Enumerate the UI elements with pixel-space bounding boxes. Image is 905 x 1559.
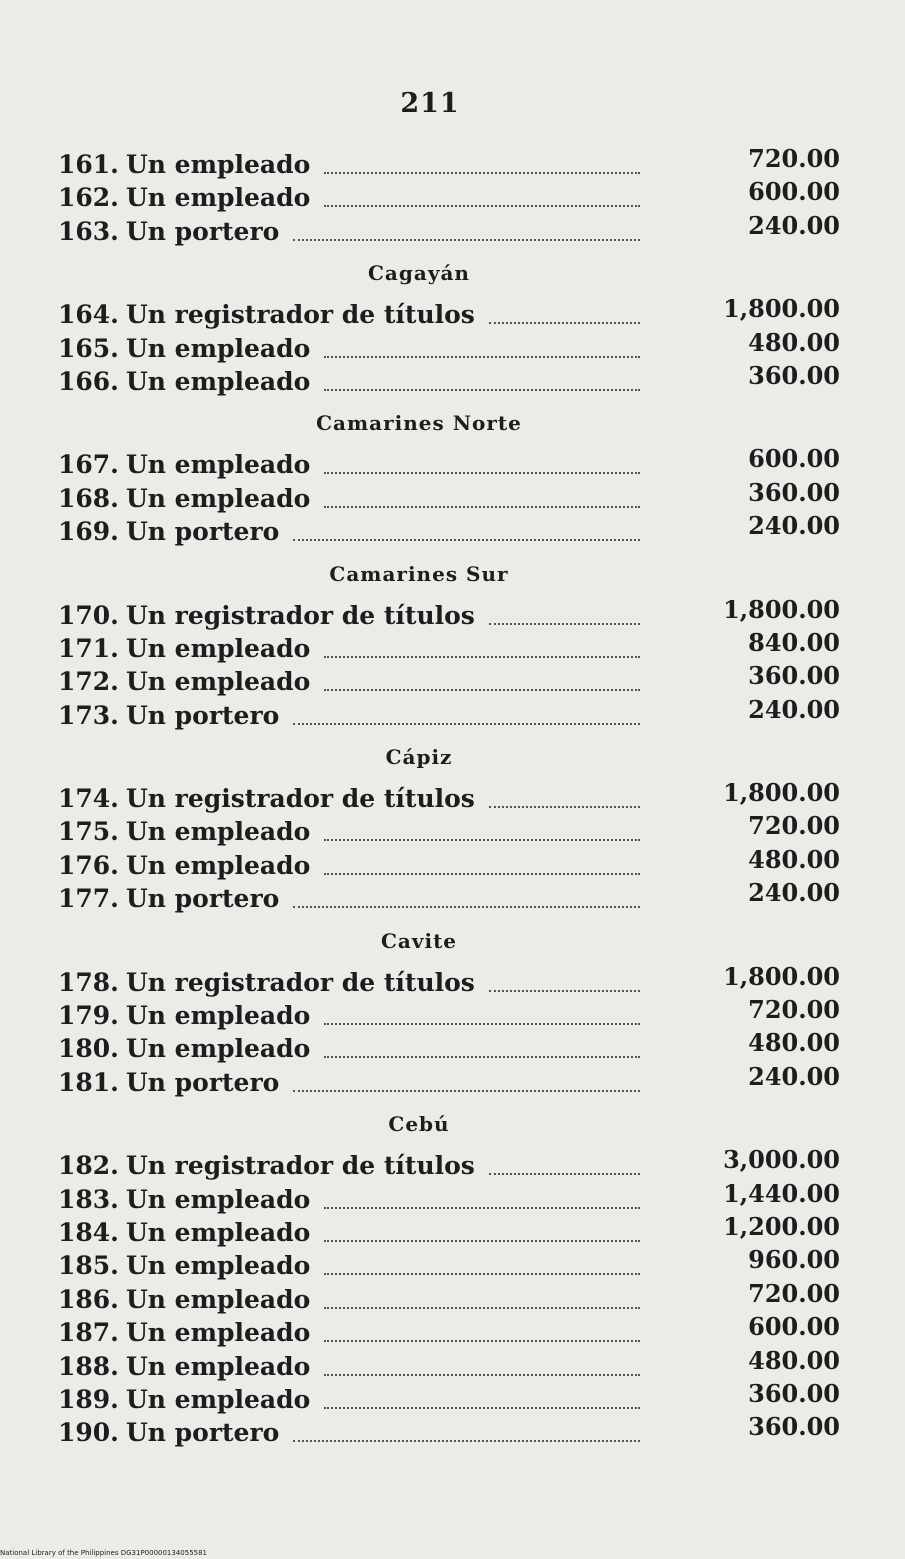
item-amount: 1,800.00	[723, 778, 840, 808]
list-item	[58, 210, 840, 248]
item-number: 189.	[58, 1384, 119, 1414]
dot-leader	[489, 806, 640, 808]
dot-leader	[293, 1090, 640, 1092]
item-amount: 360.00	[748, 1412, 840, 1442]
item-number: 161.	[58, 150, 119, 179]
item-amount: 840.00	[748, 627, 840, 657]
item-number: 175.	[58, 817, 119, 847]
item-amount: 240.00	[748, 694, 840, 724]
item-number: 171.	[58, 633, 119, 663]
item-amount: 960.00	[748, 1245, 840, 1275]
item-description: Un empleado	[126, 1284, 311, 1314]
dot-leader	[324, 1207, 640, 1209]
item-description: Un portero	[126, 700, 280, 730]
item-amount: 600.00	[748, 1312, 840, 1342]
list-item	[58, 1412, 840, 1449]
list-item	[58, 878, 840, 915]
item-number: 185.	[58, 1251, 119, 1281]
item-description: Un registrador de títulos	[126, 300, 475, 330]
scan-footer: National Library of the Philippines DG31P00000134055581	[0, 1549, 208, 1557]
item-description: Un empleado	[126, 817, 311, 847]
item-number: 169.	[58, 517, 119, 547]
dot-leader	[489, 623, 640, 625]
item-amount: 1,800.00	[723, 294, 840, 324]
dot-leader	[324, 172, 640, 174]
item-number: 176.	[58, 850, 119, 880]
item-amount: 480.00	[748, 844, 840, 874]
item-amount: 360.00	[748, 360, 840, 390]
dot-leader	[324, 1374, 640, 1376]
dot-leader	[324, 689, 640, 691]
item-description: Un empleado	[126, 150, 311, 179]
item-amount: 600.00	[748, 177, 840, 207]
item-amount: 240.00	[748, 1061, 840, 1091]
section-heading: Cavite	[380, 928, 458, 953]
dot-leader	[293, 906, 640, 908]
item-number: 177.	[58, 884, 119, 914]
item-number: 166.	[58, 366, 119, 396]
dot-leader	[324, 839, 640, 841]
item-description: Un empleado	[126, 1318, 311, 1348]
item-amount: 480.00	[748, 327, 840, 357]
item-amount: 360.00	[748, 1378, 840, 1408]
item-number: 186.	[58, 1284, 119, 1314]
section-heading: Cagayán	[368, 261, 470, 286]
list-item	[58, 1061, 840, 1099]
section-heading: Cápiz	[385, 745, 453, 770]
item-description: Un empleado	[126, 667, 311, 697]
item-amount: 360.00	[748, 661, 840, 691]
dot-leader	[324, 656, 640, 658]
item-description: Un registrador de títulos	[126, 600, 475, 630]
item-description: Un empleado	[126, 1217, 311, 1247]
item-number: 181.	[58, 1067, 119, 1097]
list-item	[58, 360, 840, 398]
item-number: 164.	[58, 300, 119, 330]
item-description: Un empleado	[126, 1184, 311, 1214]
item-number: 163.	[58, 216, 119, 246]
item-number: 173.	[58, 700, 119, 730]
dot-leader	[489, 1173, 640, 1175]
dot-leader	[324, 389, 640, 391]
item-number: 168.	[58, 483, 119, 513]
item-number: 178.	[58, 967, 119, 997]
item-description: Un registrador de títulos	[126, 967, 475, 997]
dot-leader	[324, 873, 640, 875]
dot-leader	[489, 322, 640, 324]
item-description: Un registrador de títulos	[126, 1151, 475, 1181]
item-amount: 360.00	[748, 477, 840, 507]
item-number: 165.	[58, 333, 119, 363]
item-description: Un registrador de títulos	[126, 784, 475, 814]
item-description: Un empleado	[126, 366, 311, 396]
item-description: Un portero	[126, 1067, 280, 1097]
item-amount: 240.00	[748, 210, 840, 240]
item-number: 172.	[58, 667, 119, 697]
item-description: Un empleado	[126, 850, 311, 880]
item-number: 170.	[58, 600, 119, 630]
item-number: 187.	[58, 1318, 119, 1348]
item-number: 162.	[58, 183, 119, 213]
dot-leader	[324, 356, 640, 358]
item-description: Un empleado	[126, 333, 311, 363]
item-number: 184.	[58, 1217, 119, 1247]
item-number: 167.	[58, 450, 119, 480]
section-heading: Camarines Sur	[329, 561, 509, 586]
item-number: 179.	[58, 1001, 119, 1031]
item-amount: 480.00	[748, 1028, 840, 1058]
dot-leader	[324, 205, 640, 207]
item-amount: 240.00	[748, 878, 840, 908]
item-amount: 720.00	[748, 995, 840, 1025]
dot-leader	[324, 506, 640, 508]
item-amount: 720.00	[748, 1278, 840, 1308]
item-amount: 720.00	[748, 144, 840, 173]
item-description: Un empleado	[126, 633, 311, 663]
dot-leader	[489, 990, 640, 992]
item-description: Un portero	[126, 1418, 280, 1448]
item-description: Un empleado	[126, 1001, 311, 1031]
item-amount: 480.00	[748, 1345, 840, 1375]
item-description: Un empleado	[126, 1034, 311, 1064]
item-description: Un empleado	[126, 450, 311, 480]
list-item	[58, 511, 840, 548]
item-description: Un portero	[126, 517, 280, 547]
dot-leader	[324, 1407, 640, 1409]
item-amount: 1,440.00	[723, 1178, 840, 1208]
dot-leader	[324, 1307, 640, 1309]
section-heading: Camarines Norte	[316, 411, 522, 436]
item-description: Un empleado	[126, 183, 311, 213]
dot-leader	[293, 723, 640, 725]
item-amount: 1,200.00	[723, 1211, 840, 1241]
dot-leader	[324, 1023, 640, 1025]
item-description: Un empleado	[126, 1251, 311, 1281]
item-description: Un portero	[126, 216, 280, 246]
item-amount: 720.00	[748, 811, 840, 841]
item-amount: 600.00	[748, 444, 840, 474]
list-item	[58, 694, 840, 732]
item-number: 190.	[58, 1418, 119, 1448]
item-description: Un portero	[126, 884, 280, 914]
dot-leader	[324, 1240, 640, 1242]
dot-leader	[324, 1056, 640, 1058]
item-amount: 240.00	[748, 511, 840, 541]
item-amount: 1,800.00	[723, 961, 840, 991]
item-description: Un empleado	[126, 1351, 311, 1381]
section-heading: Cebú	[388, 1112, 450, 1137]
dot-leader	[293, 239, 640, 241]
item-number: 188.	[58, 1351, 119, 1381]
item-number: 180.	[58, 1034, 119, 1064]
item-description: Un empleado	[126, 1384, 311, 1414]
item-amount: 3,000.00	[723, 1145, 840, 1175]
dot-leader	[293, 539, 640, 541]
dot-leader	[293, 1440, 640, 1442]
dot-leader	[324, 1340, 640, 1342]
item-number: 182.	[58, 1151, 119, 1181]
dot-leader	[324, 1273, 640, 1275]
dot-leader	[324, 472, 640, 474]
item-number: 174.	[58, 784, 119, 814]
item-description: Un empleado	[126, 483, 311, 513]
appropriation-list	[58, 144, 840, 1450]
item-amount: 1,800.00	[723, 594, 840, 624]
item-number: 183.	[58, 1184, 119, 1214]
page-number: 211	[400, 88, 460, 119]
